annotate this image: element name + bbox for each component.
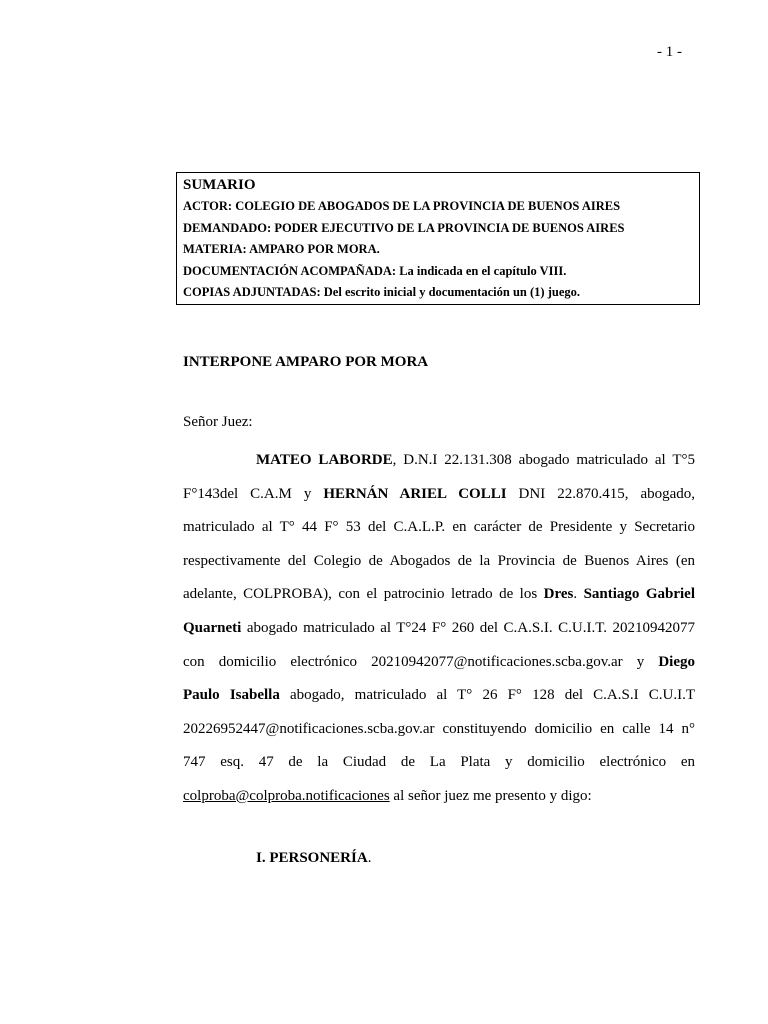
person-name: HERNÁN ARIEL COLLI (323, 485, 507, 502)
document-heading: INTERPONE AMPARO POR MORA (183, 354, 429, 370)
materia-value: AMPARO POR MORA. (249, 242, 380, 256)
body-line: 20226952447@notificaciones.scba.gov.ar constituyendo domicilio en calle 14 n° (183, 720, 695, 737)
documentacion-value: La indicada en el capítulo VIII. (399, 263, 567, 278)
body-text: y (303, 485, 312, 502)
summary-materia (183, 239, 699, 261)
actor-label: ACTOR: (183, 199, 233, 213)
actor-value: COLEGIO DE ABOGADOS DE LA PROVINCIA DE BUENOS AIRES (235, 199, 621, 213)
body-text: , D.N.I 22.131.308 abogado matriculado al T°5 (392, 452, 695, 468)
email-link[interactable]: colproba@colproba.notificaciones (183, 787, 390, 804)
person-name: Diego (658, 653, 696, 670)
summary-documentacion (183, 261, 699, 283)
body-text: F°143del C.A.M (183, 485, 292, 502)
body-line: respectivamente del Colegio de Abogados de la Provincia de Buenos Aires (en (183, 552, 695, 569)
page-number: - 1 - (657, 44, 682, 60)
body-line (183, 612, 695, 646)
person-name: Santiago Gabriel (583, 586, 696, 603)
title-abbrev: Dres (543, 586, 574, 603)
body-text: abogado, matriculado al T° 26 F° 128 del C.A.S.I C.U.I.T (289, 687, 695, 704)
body-line: matriculado al T° 44 F° 53 del C.A.L.P. en carácter de Presidente y Secretario (183, 519, 695, 536)
body-text: al señor juez me presento y digo: (393, 787, 592, 804)
section-title-trailing: . (367, 850, 372, 866)
body-line (183, 780, 695, 814)
body-line (183, 679, 695, 713)
body-text: . (573, 586, 578, 603)
body-line (183, 478, 695, 512)
summary-copias (183, 282, 699, 304)
demandado-value: PODER EJECUTIVO DE LA PROVINCIA DE BUENOS AIRES (274, 220, 625, 235)
materia-label: MATERIA: (183, 242, 247, 256)
section-title-text: I. PERSONERÍA (256, 850, 368, 866)
salutation: Señor Juez: (183, 414, 253, 430)
body-line (183, 444, 695, 478)
body-text: adelante, COLPROBA), con el patrocinio letrado de los (183, 586, 538, 603)
summary-actor (183, 196, 699, 218)
person-name: Quarneti (183, 619, 242, 636)
body-text: con domicilio electrónico 20210942077@notificaciones.scba.gov.ar y (183, 653, 645, 670)
body-line (183, 578, 695, 612)
person-name: Paulo Isabella (183, 687, 280, 704)
body-text: abogado matriculado al T°24 F° 260 del C.A.S.I. C.U.I.T. 20210942077 (246, 619, 695, 636)
body-text: DNI 22.870.415, abogado, (518, 485, 696, 502)
person-name: MATEO LABORDE (256, 452, 393, 468)
demandado-label: DEMANDADO: (183, 220, 272, 235)
summary-demandado (183, 218, 699, 240)
body-line (183, 646, 695, 680)
documentacion-label: DOCUMENTACIÓN ACOMPAÑADA: (183, 263, 397, 278)
section-title (256, 850, 371, 867)
copias-value: Del escrito inicial y documentación un (1) juego. (323, 285, 580, 299)
copias-label: COPIAS ADJUNTADAS: (183, 285, 321, 299)
summary-title: SUMARIO (183, 177, 256, 193)
body-line: 747 esq. 47 de la Ciudad de La Plata y domicilio electrónico en (183, 754, 695, 771)
body-paragraph (183, 444, 695, 814)
summary-box (176, 172, 700, 305)
